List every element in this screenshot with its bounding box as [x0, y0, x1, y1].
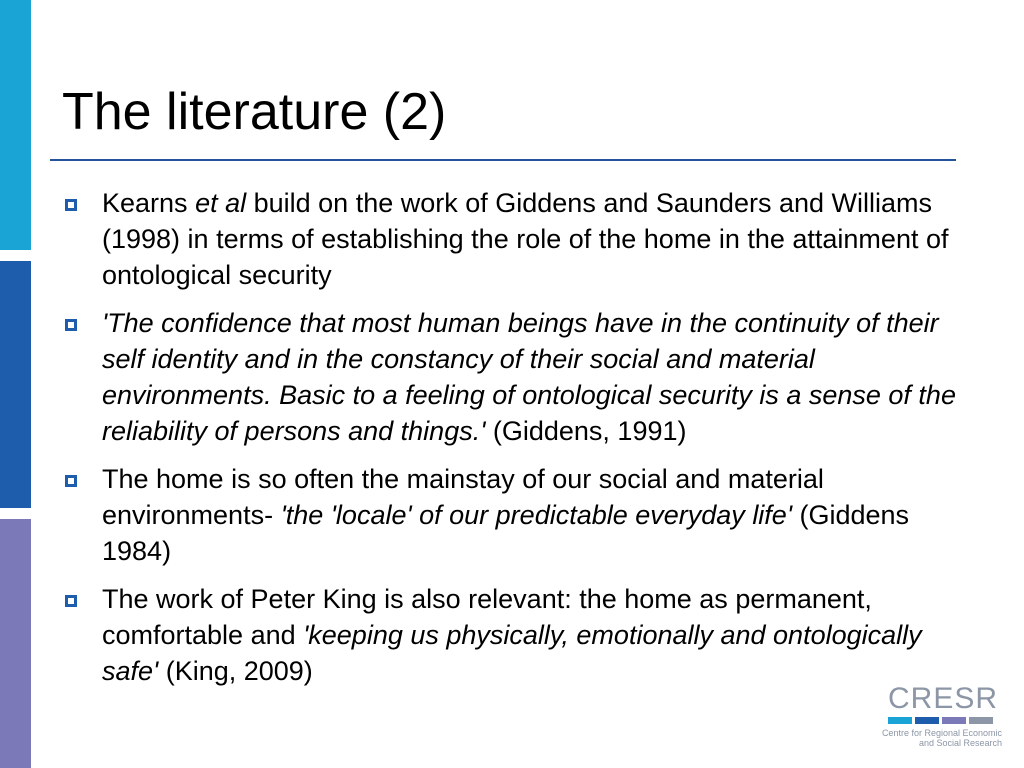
bullet-text-segment: Kearns	[102, 188, 196, 218]
bullet-text-italic: 'the 'locale' of our predictable everyday life'	[280, 500, 792, 530]
logo-square	[942, 717, 966, 724]
bullet-text	[102, 305, 962, 449]
side-bar-bottom	[0, 519, 31, 768]
hollow-square-bullet-icon	[65, 595, 77, 607]
logo-square	[915, 717, 939, 724]
bullet-text-italic: 'keeping us physically, emotionally and ontologically safe'	[102, 620, 922, 686]
bullet-text-segment: (Giddens 1984)	[102, 500, 910, 566]
title-divider	[50, 159, 956, 161]
cresr-logo	[872, 684, 1002, 756]
bullet-text-segment: (King, 2009)	[158, 656, 313, 686]
bullet-text-italic: et al	[195, 188, 247, 218]
logo-square	[969, 717, 993, 724]
logo-subtitle	[872, 728, 1002, 748]
bullet-text-italic: 'The confidence that most human beings have in the continuity of their self identity and in the constancy of their social and material environments. Basic to a feeling of ontological security is a sense of the reliability of persons and things.'	[102, 308, 956, 446]
logo-squares	[888, 717, 993, 724]
side-bar-top	[0, 0, 31, 250]
bullet-text-segment: build on the work of Giddens and Saunders and Williams (1998) in terms of establishing the role of the home in the attainment of ontological security	[102, 188, 949, 290]
hollow-square-bullet-icon	[65, 319, 77, 331]
logo-subtitle-line2: and Social Research	[918, 738, 1002, 748]
logo-name: CRESR	[888, 682, 999, 715]
bullet-text-segment: (Giddens, 1991)	[485, 416, 687, 446]
bullet-item	[62, 305, 962, 449]
bullet-text	[102, 461, 962, 569]
logo-square	[888, 717, 912, 724]
bullet-item	[62, 461, 962, 569]
side-bar-middle	[0, 261, 31, 508]
bullet-text	[102, 185, 962, 293]
hollow-square-bullet-icon	[65, 199, 77, 211]
bullet-item	[62, 185, 962, 293]
logo-subtitle-line1: Centre for Regional Economic	[881, 728, 1002, 738]
slide-title: The literature (2)	[62, 83, 447, 141]
bullet-item	[62, 581, 962, 689]
bullet-text	[102, 581, 962, 689]
hollow-square-bullet-icon	[65, 475, 77, 487]
bullet-list	[62, 185, 962, 701]
bullet-text-segment: The home is so often the mainstay of our social and material environments-	[102, 464, 824, 530]
bullet-text-segment: The work of Peter King is also relevant: the home as permanent, comfortable and	[102, 584, 872, 650]
